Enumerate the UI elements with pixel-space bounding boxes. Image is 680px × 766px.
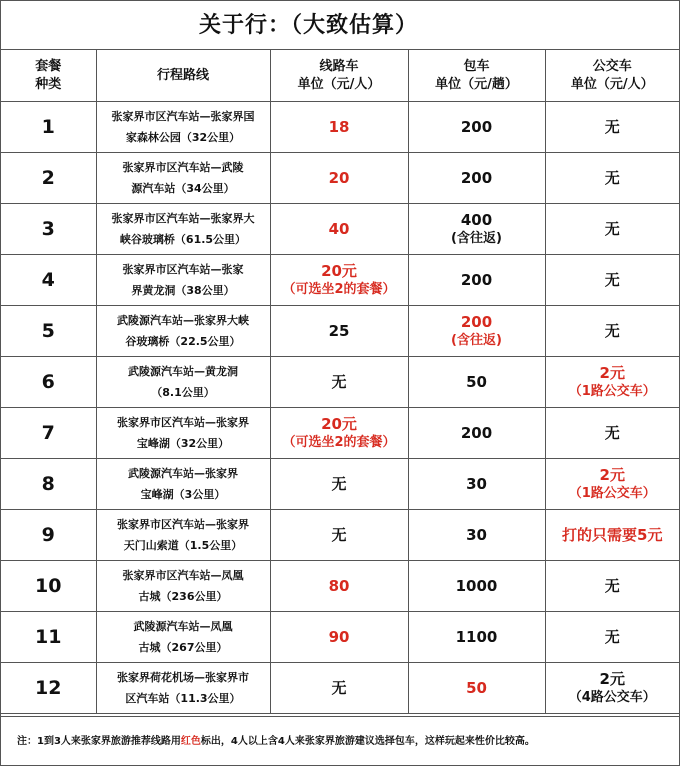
route-cell-line: 张家界市区汽车站—凤凰 <box>122 569 244 582</box>
route-cell <box>96 357 270 408</box>
line-bus-cell-line: 40 <box>328 220 350 238</box>
col-header-line-bus: 线路车 单位（元/人） <box>270 50 408 102</box>
line-bus-cell-line: （可选坐2的套餐） <box>282 282 396 297</box>
route-cell-line: 天门山索道（1.5公里） <box>123 539 243 552</box>
route-cell-line: 武陵源汽车站—张家界大峡 <box>117 314 249 327</box>
package-number <box>1 306 96 357</box>
public-bus-cell <box>545 204 679 255</box>
public-bus-cell <box>545 663 679 714</box>
package-number-text: 12 <box>35 677 62 699</box>
charter-cell <box>408 255 545 306</box>
public-bus-cell-line: 2元 <box>599 364 625 382</box>
charter-cell-line: 50 <box>466 679 487 697</box>
route-cell-line: 古城（267公里） <box>138 641 228 654</box>
line-bus-cell <box>270 102 408 153</box>
line-bus-cell <box>270 561 408 612</box>
charter-cell-line: (含往返) <box>451 333 502 348</box>
route-cell <box>96 612 270 663</box>
charter-cell-line: 200 <box>460 313 493 331</box>
line-bus-cell-line: 90 <box>328 628 350 646</box>
public-bus-cell-line: 无 <box>604 628 620 646</box>
package-number-text: 9 <box>41 524 55 546</box>
table-row <box>1 510 679 561</box>
public-bus-cell-line: 无 <box>604 169 620 187</box>
table-row <box>1 102 679 153</box>
public-bus-cell-line: 无 <box>604 220 620 238</box>
route-cell-line: 宝峰湖（32公里） <box>136 437 230 450</box>
charter-cell <box>408 612 545 663</box>
route-cell-line: 谷玻璃桥（22.5公里） <box>125 335 241 348</box>
route-cell-line: 家森林公园（32公里） <box>125 131 241 144</box>
line-bus-cell-line: 无 <box>331 373 347 391</box>
public-bus-cell-line: 无 <box>604 271 620 289</box>
charter-cell <box>408 153 545 204</box>
route-cell <box>96 459 270 510</box>
public-bus-cell <box>545 306 679 357</box>
line-bus-cell-line: 无 <box>331 475 347 493</box>
route-cell-line: （8.1公里） <box>151 386 215 399</box>
header-row <box>1 50 679 102</box>
package-number <box>1 153 96 204</box>
table-row <box>1 459 679 510</box>
route-cell-line: 宝峰湖（3公里） <box>140 488 226 501</box>
route-cell <box>96 510 270 561</box>
charter-cell <box>408 408 545 459</box>
public-bus-cell-line: 无 <box>604 322 620 340</box>
line-bus-cell-line: 无 <box>331 526 347 544</box>
charter-cell-line: 200 <box>460 169 493 187</box>
fare-table <box>1 50 679 714</box>
line-bus-cell <box>270 255 408 306</box>
public-bus-cell <box>545 459 679 510</box>
charter-cell <box>408 663 545 714</box>
charter-cell-line: 200 <box>460 118 493 136</box>
table-row <box>1 204 679 255</box>
public-bus-cell-line: 无 <box>604 118 620 136</box>
line-bus-cell <box>270 459 408 510</box>
line-bus-cell-line: 20元 <box>321 415 357 433</box>
route-cell-line: 张家界市区汽车站—武陵 <box>122 161 244 174</box>
charter-cell <box>408 204 545 255</box>
package-number-text: 1 <box>41 116 55 138</box>
route-cell <box>96 255 270 306</box>
line-bus-cell <box>270 204 408 255</box>
col-header-route: 行程路线 <box>96 50 270 102</box>
route-cell-line: 区汽车站（11.3公里） <box>125 692 241 705</box>
line-bus-cell-line: 无 <box>331 679 347 697</box>
charter-cell-line: 200 <box>460 424 493 442</box>
charter-cell <box>408 306 545 357</box>
package-number <box>1 561 96 612</box>
col-header-public-bus: 公交车 单位（元/人） <box>545 50 679 102</box>
route-cell-line: 张家界市区汽车站—张家界国 <box>111 110 255 123</box>
route-cell <box>96 102 270 153</box>
charter-cell-line: (含往返) <box>451 231 502 246</box>
package-number <box>1 357 96 408</box>
line-bus-cell-line: 20元 <box>321 262 357 280</box>
charter-cell-line: 1100 <box>455 628 498 646</box>
charter-cell <box>408 510 545 561</box>
charter-cell-line: 30 <box>466 526 487 544</box>
line-bus-cell <box>270 408 408 459</box>
package-number-text: 4 <box>41 269 55 291</box>
footnote-suffix: 标出，4人以上含4人来张家界旅游建议选择包车，这样玩起来性价比较高。 <box>200 736 535 747</box>
package-number <box>1 459 96 510</box>
route-cell-line: 界黄龙洞（38公里） <box>131 284 235 297</box>
footnote-prefix: 注：1到3人来张家界旅游推荐线路用 <box>17 736 181 747</box>
route-cell-line: 张家界荷花机场—张家界市 <box>117 671 249 684</box>
package-number-text: 10 <box>35 575 62 597</box>
col-header-charter: 包车 单位（元/趟） <box>408 50 545 102</box>
route-cell <box>96 663 270 714</box>
table-body <box>1 102 679 714</box>
route-cell <box>96 153 270 204</box>
charter-cell-line: 30 <box>466 475 487 493</box>
route-cell <box>96 204 270 255</box>
charter-cell-line: 1000 <box>455 577 498 595</box>
route-cell-line: 武陵源汽车站—凤凰 <box>133 620 233 633</box>
line-bus-cell <box>270 612 408 663</box>
package-number-text: 5 <box>41 320 55 342</box>
public-bus-cell <box>545 102 679 153</box>
public-bus-cell <box>545 510 679 561</box>
route-cell <box>96 408 270 459</box>
package-number-text: 3 <box>41 218 55 240</box>
charter-cell <box>408 561 545 612</box>
public-bus-cell <box>545 153 679 204</box>
package-number-text: 11 <box>35 626 62 648</box>
public-bus-cell <box>545 357 679 408</box>
table-row <box>1 153 679 204</box>
public-bus-cell-line: 无 <box>604 424 620 442</box>
line-bus-cell-line: 18 <box>328 118 350 136</box>
package-number-text: 6 <box>41 371 55 393</box>
route-cell-line: 源汽车站（34公里） <box>131 182 235 195</box>
public-bus-cell-line: （4路公交车） <box>568 690 656 705</box>
public-bus-cell-line: 2元 <box>599 466 625 484</box>
public-bus-cell-line: （1路公交车） <box>568 486 656 501</box>
public-bus-cell-line: 无 <box>604 577 620 595</box>
route-cell-line: 武陵源汽车站—张家界 <box>128 467 238 480</box>
line-bus-cell-line: 20 <box>328 169 350 187</box>
public-bus-cell-line: （1路公交车） <box>568 384 656 399</box>
package-number <box>1 510 96 561</box>
charter-cell-line: 50 <box>466 373 487 391</box>
package-number <box>1 204 96 255</box>
page-title: 关于行：（大致估算） <box>1 1 679 50</box>
charter-cell <box>408 357 545 408</box>
package-number <box>1 663 96 714</box>
line-bus-cell-line: 25 <box>328 322 350 340</box>
public-bus-cell-line: 2元 <box>599 670 625 688</box>
route-cell-line: 峡谷玻璃桥（61.5公里） <box>119 233 247 246</box>
route-cell <box>96 306 270 357</box>
package-number <box>1 612 96 663</box>
public-bus-cell <box>545 561 679 612</box>
table-row <box>1 306 679 357</box>
table-row <box>1 612 679 663</box>
public-bus-cell-line: 打的只需要5元 <box>562 526 663 544</box>
line-bus-cell <box>270 153 408 204</box>
package-number <box>1 102 96 153</box>
table-row <box>1 561 679 612</box>
package-number-text: 2 <box>41 167 55 189</box>
line-bus-cell <box>270 357 408 408</box>
charter-cell <box>408 459 545 510</box>
table-row <box>1 255 679 306</box>
line-bus-cell <box>270 306 408 357</box>
line-bus-cell-line: （可选坐2的套餐） <box>282 435 396 450</box>
package-number <box>1 255 96 306</box>
col-header-package: 套餐 种类 <box>1 50 96 102</box>
package-number <box>1 408 96 459</box>
table-row <box>1 663 679 714</box>
footnote <box>1 716 679 765</box>
line-bus-cell <box>270 510 408 561</box>
table-row <box>1 408 679 459</box>
route-cell-line: 张家界市区汽车站—张家界大 <box>111 212 255 225</box>
charter-cell-line: 200 <box>460 271 493 289</box>
route-cell <box>96 561 270 612</box>
public-bus-cell <box>545 612 679 663</box>
charter-cell <box>408 102 545 153</box>
charter-cell-line: 400 <box>460 211 493 229</box>
public-bus-cell <box>545 408 679 459</box>
table-row <box>1 357 679 408</box>
route-cell-line: 张家界市区汽车站—张家界 <box>117 518 249 531</box>
route-cell-line: 张家界市区汽车站—张家 <box>122 263 244 276</box>
route-cell-line: 古城（236公里） <box>138 590 228 603</box>
line-bus-cell-line: 80 <box>328 577 350 595</box>
package-number-text: 8 <box>41 473 55 495</box>
public-bus-cell <box>545 255 679 306</box>
footnote-highlight: 红色 <box>180 736 201 747</box>
line-bus-cell <box>270 663 408 714</box>
route-cell-line: 张家界市区汽车站—张家界 <box>117 416 249 429</box>
package-number-text: 7 <box>41 422 55 444</box>
route-cell-line: 武陵源汽车站—黄龙洞 <box>128 365 238 378</box>
